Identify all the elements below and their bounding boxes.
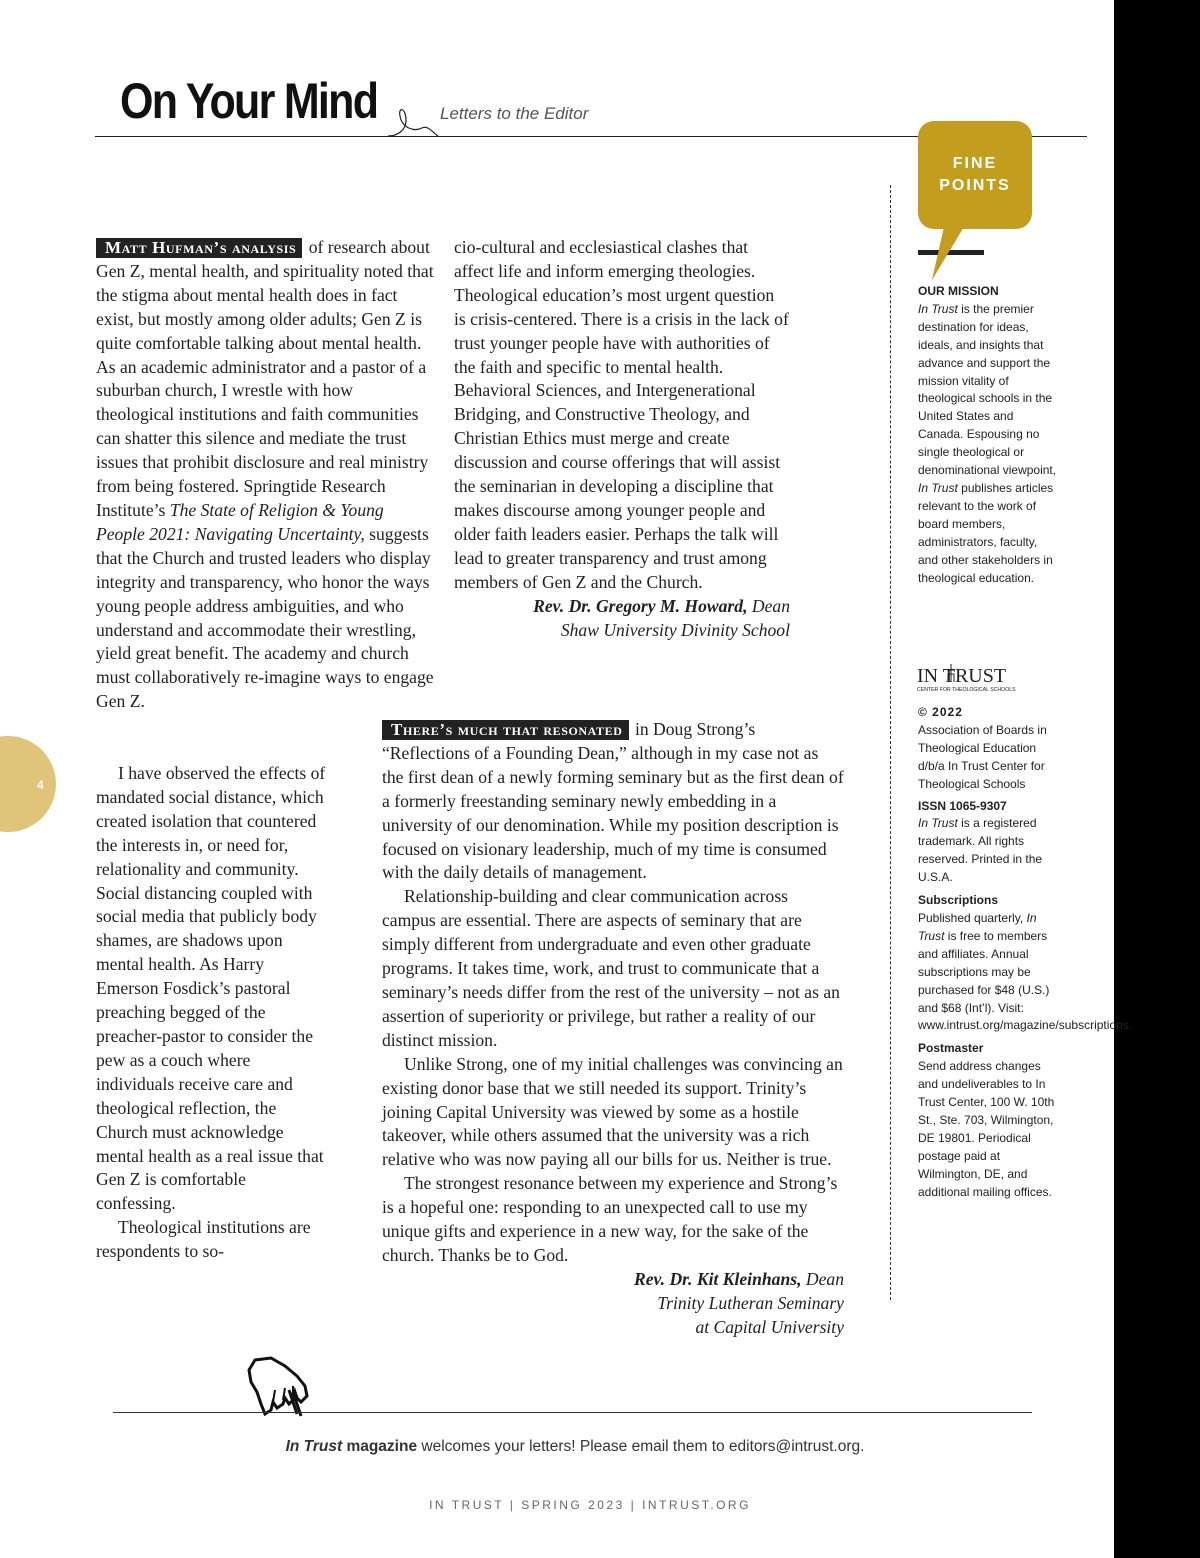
letter2-signer-role: Dean	[805, 1268, 844, 1289]
letter1-paragraph1	[96, 236, 434, 714]
page-folio: IN TRUST | SPRING 2023 | INTRUST.ORG	[429, 1498, 751, 1512]
mission-brand-2: In Trust	[918, 480, 958, 495]
sidebar-mission	[918, 283, 1058, 587]
mission-text	[918, 301, 1058, 588]
badge-line-1: FINE	[952, 155, 998, 172]
letter2-signer-org-2: at Capital University	[695, 1316, 844, 1337]
subscriptions-heading: Subscriptions	[918, 893, 999, 908]
sidebar-copyright	[918, 704, 1133, 1201]
letter1-report-title: The State of Religion & Young People 2021: Navigating Uncertainty,	[96, 499, 384, 544]
footer-rule	[113, 1412, 1032, 1413]
footer-magazine-word: magazine	[346, 1438, 418, 1455]
letter2	[382, 718, 844, 1340]
letter2-paragraph1	[382, 718, 844, 885]
letter2-p1-text: in Doug Strong’s “Reflections of a Founding Dean,” although in my case not as the first dean of a newly forming seminary but as the first dean of a formerly freestanding seminary newly embedding in a university of our denomination. While my position description is focused on visionary leadership, much of my time is consumed with the daily details of management.	[382, 719, 844, 883]
letter1-p1-text: of research about Gen Z, mental health, and spirituality noted that the stigma about mental health does in fact exist, but mostly among older adults; Gen Z is quite comfortable talking about mental health. As an academic administrator and a pastor of a suburban church, I wrestle with how theological institutions and faith communities can shatter this silence and mediate the trust issues that prohibit disclosure and real ministry from being fostered. Springtide Research Institute’s	[96, 237, 434, 520]
letter2-paragraph3: Unlike Strong, one of my initial challenges was convincing an existing donor base that we still needed its support. Trinity’s joining Capital University was viewed by some as a hostile takeover, while others assumed that the university was a rich relative who was now paying all our bills for us. Neither is true.	[382, 1053, 843, 1170]
letter2-signer-name: Rev. Dr. Kit Kleinhans,	[633, 1268, 802, 1289]
logo-subtitle: CENTER FOR THEOLOGICAL SCHOOLS	[917, 687, 1016, 693]
badge-line-2: POINTS	[939, 177, 1011, 194]
letter1-lead: Matt Hufman’s analysis	[96, 238, 302, 258]
issn: ISSN 1065-9307	[918, 798, 1007, 813]
letter1-column2	[454, 236, 790, 642]
letter1-paragraph3: Theological institutions are respondents to so-	[96, 1217, 311, 1262]
letter1-paragraph4: cio-cultural and ecclesiastical clashes that affect life and inform emerging theologies. Theological education’s most urgent question is crisis-centered. There is a crisis in the lack of trust younger people have with authorities of the faith and specific to mental health. Behavioral Sciences, and Intergenerational Bridging, and Constructive Theology, and Christian Ethics must merge and create discussion and course offerings that will assist the seminarian in developing a discipline that makes discourse among younger people and older faith leaders easier. Perhaps the talk will lead to greater transparency and trust among members of Gen Z and the Church.	[454, 237, 789, 592]
letter1-signer-org: Shaw University Divinity School	[560, 619, 790, 640]
trademark-brand: In Trust	[918, 816, 958, 831]
letter2-signature	[382, 1268, 844, 1292]
copyright-year: © 2022	[918, 705, 963, 719]
page-subtitle: Letters to the Editor	[440, 104, 589, 123]
sidebar-divider	[890, 185, 891, 1300]
letter2-signer-org: Trinity Lutheran Seminary	[657, 1292, 844, 1313]
letter2-paragraph2: Relationship-building and clear communication across campus are essential. There are aspects of seminary that are simply different from undergraduate and even other graduate programs. It takes time, work, and trust to communicate that a seminary’s needs differ from the rest of the university – not as an assertion of superiority or privilege, but rather a reality of our distinct mission.	[382, 886, 840, 1050]
badge-pointer-icon	[918, 210, 988, 282]
page-edge-bar	[1114, 0, 1200, 1558]
swirl-ornament	[388, 98, 438, 138]
mission-text-2: publishes articles relevant to the work of board members, administrators, faculty, and other stakeholders in theological education.	[918, 480, 1054, 585]
page-tab	[0, 736, 56, 832]
mission-heading: OUR MISSION	[918, 284, 999, 298]
letter1-signer-name: Rev. Dr. Gregory M. Howard,	[533, 595, 748, 616]
page-title: On Your Mind	[120, 73, 378, 129]
logo-wordmark: IN TRUST	[917, 665, 1007, 687]
copyright-text: Association of Boards in Theological Education d/b/a In Trust Center for Theological Schools	[918, 722, 1047, 791]
letter1-column1	[96, 236, 434, 714]
letter2-paragraph4: The strongest resonance between my experience and Strong’s is a hopeful one: responding to an unexpected call to use my unique gifts and experience in a new way, for the sake of the church. Thanks be to God.	[382, 1173, 838, 1265]
mission-text-1: is the premier destination for ideas, ideals, and insights that advance and support the mission vitality of theological schools in the United States and Canada. Espousing no single theological or denominational viewpoint,	[918, 301, 1057, 478]
footer-message-text: welcomes your letters! Please email them to editors@intrust.org.	[421, 1438, 865, 1455]
postmaster-heading: Postmaster	[918, 1041, 984, 1056]
footer-magazine-name: In Trust	[285, 1438, 343, 1455]
in-trust-logo	[917, 660, 1052, 694]
letter2-lead: There’s much that resonated	[382, 720, 629, 740]
letter1-column1-lower	[96, 762, 328, 1264]
trademark-text	[918, 815, 1058, 887]
letter1-signer-role: Dean	[751, 595, 790, 616]
page-number: 4	[37, 778, 44, 792]
letter1-p1-end: suggests that the Church and trusted leaders who display integrity and transparency, who honor the ways young people address ambiguities, and who understand and accommodate their wrestling, yield great benefit. The academy and church must collaboratively re-imagine ways to engage Gen Z.	[96, 523, 434, 712]
mission-brand-1: In Trust	[918, 301, 958, 316]
letter1-paragraph2: I have observed the effects of mandated social distance, which created isolation that countered the interests in, or need for, relationality and community. Social distancing coupled with social media that publicly body shames, are shadows upon mental health. As Harry Emerson Fosdick’s pastoral preaching begged of the preacher-pastor to consider the pew as a couch where individuals receive care and theological reflection, the Church must acknowledge mental health as a real issue that Gen Z is comfortable confessing.	[96, 763, 326, 1214]
subscriptions-text-2: is free to members and affiliates. Annual subscriptions may be purchased for $48 (U.S.) and $68 (Int’l). Visit: www.intrust.org/magazine/subscriptions.	[918, 928, 1133, 1033]
subscriptions-brand: In Trust	[918, 910, 1037, 943]
trademark-body: is a registered trademark. All rights reserved. Printed in the U.S.A.	[918, 816, 1043, 885]
letter1-signature	[454, 595, 790, 619]
footer-message	[0, 1438, 1150, 1456]
subscriptions-text	[918, 910, 1133, 1035]
postmaster-text: Send address changes and undeliverables to In Trust Center, 100 W. 10th St., Ste. 703, Wilmington, DE 19801. Periodical postage paid at Wilmington, DE, and additional mailing offices.	[918, 1059, 1055, 1199]
subscriptions-text-1: Published quarterly,	[918, 910, 1024, 925]
